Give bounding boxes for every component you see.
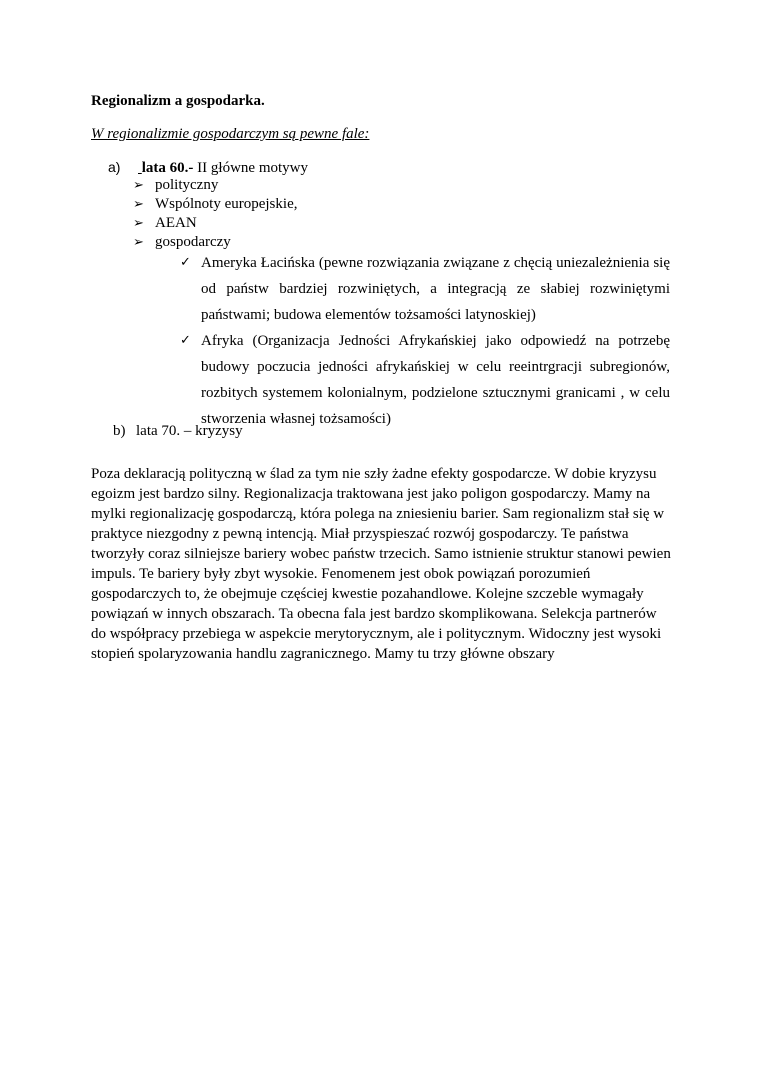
- list-item-b: [113, 422, 243, 440]
- arrowhead-bullet-icon: ➢: [133, 197, 144, 212]
- arrowhead-bullet-icon: ➢: [133, 178, 144, 193]
- motives-list: [133, 176, 297, 252]
- list-item: [180, 328, 670, 432]
- body-paragraph: Poza deklaracją polityczną w ślad za tym nie szły żadne efekty gospodarcze. W dobie kryzysu egoizm jest bardzo silny. Regionalizacja traktowana jest jako poligon gospodarczy. Mamy na mylki regionalizację gospodarczą, która polega na zniesieniu barier. Sam regionalizm stał się w praktyce niezgodny z pewną intencją. Miał przyspieszać rozwój gospodarczy. Te państwa tworzyły coraz silniejsze bariery wobec państw trzecich. Samo istnienie struktur stanowi pewien impuls. Te bariery były zbyt wysokie. Fenomenem jest obok powiązań porozumień gospodarczych to, że obejmuje częściej kwestie pozahandlowe. Kolejne szczeble wymagały powiązań w innych obszarach. Ta obecna fala jest bardzo skomplikowana. Selekcja partnerów do współpracy przebiega w aspekcie merytorycznym, ale i politycznym. Widoczny jest wysoki stopień spolaryzowania handlu zagranicznego. Mamy tu trzy główne obszary: [91, 466, 671, 662]
- arrowhead-bullet-icon: ➢: [133, 235, 144, 250]
- motive-label: polityczny: [155, 177, 219, 193]
- section-subtitle: W regionalizmie gospodarczym są pewne fale:: [91, 126, 370, 142]
- region-description: Ameryka Łacińska (pewne rozwiązania związane z chęcią uniezależnienia się od państw bardziej rozwiniętych, a integracją ze słabiej rozwiniętymi państwami; budowa elementów tożsamości latynoskiej): [201, 255, 670, 323]
- list-item: [133, 214, 297, 233]
- list-item-a-heading: lata 60.: [141, 160, 189, 176]
- list-item-b-text: lata 70. – kryzysy: [136, 423, 243, 439]
- list-item: [180, 250, 670, 328]
- document-title: Regionalizm a gospodarka.: [91, 93, 265, 109]
- region-description: Afryka (Organizacja Jedności Afrykańskiej jako odpowiedź na potrzebę budowy poczucia jedności afrykańskiej w celu reeintrgracji subregionów, rozbitych systemem kolonialnym, podzielone sztucznymi granicami , w celu stworzenia własnej tożsamości): [201, 333, 670, 427]
- list-marker-a: a): [108, 159, 121, 175]
- motive-label: Wspólnoty europejskie,: [155, 196, 298, 212]
- checkmark-bullet-icon: ✓: [180, 255, 191, 270]
- checkmark-bullet-icon: ✓: [180, 333, 191, 348]
- motive-label: gospodarczy: [155, 234, 231, 250]
- economic-regions-list: [180, 250, 670, 432]
- arrowhead-bullet-icon: ➢: [133, 216, 144, 231]
- list-item: [133, 176, 297, 195]
- motive-label: AEAN: [155, 215, 197, 231]
- list-item: [133, 195, 297, 214]
- list-marker-b: b): [113, 423, 126, 439]
- list-item-a: a) lata 60.- II główne motywy: [108, 159, 308, 176]
- list-item-a-text: II główne motywy: [193, 160, 308, 176]
